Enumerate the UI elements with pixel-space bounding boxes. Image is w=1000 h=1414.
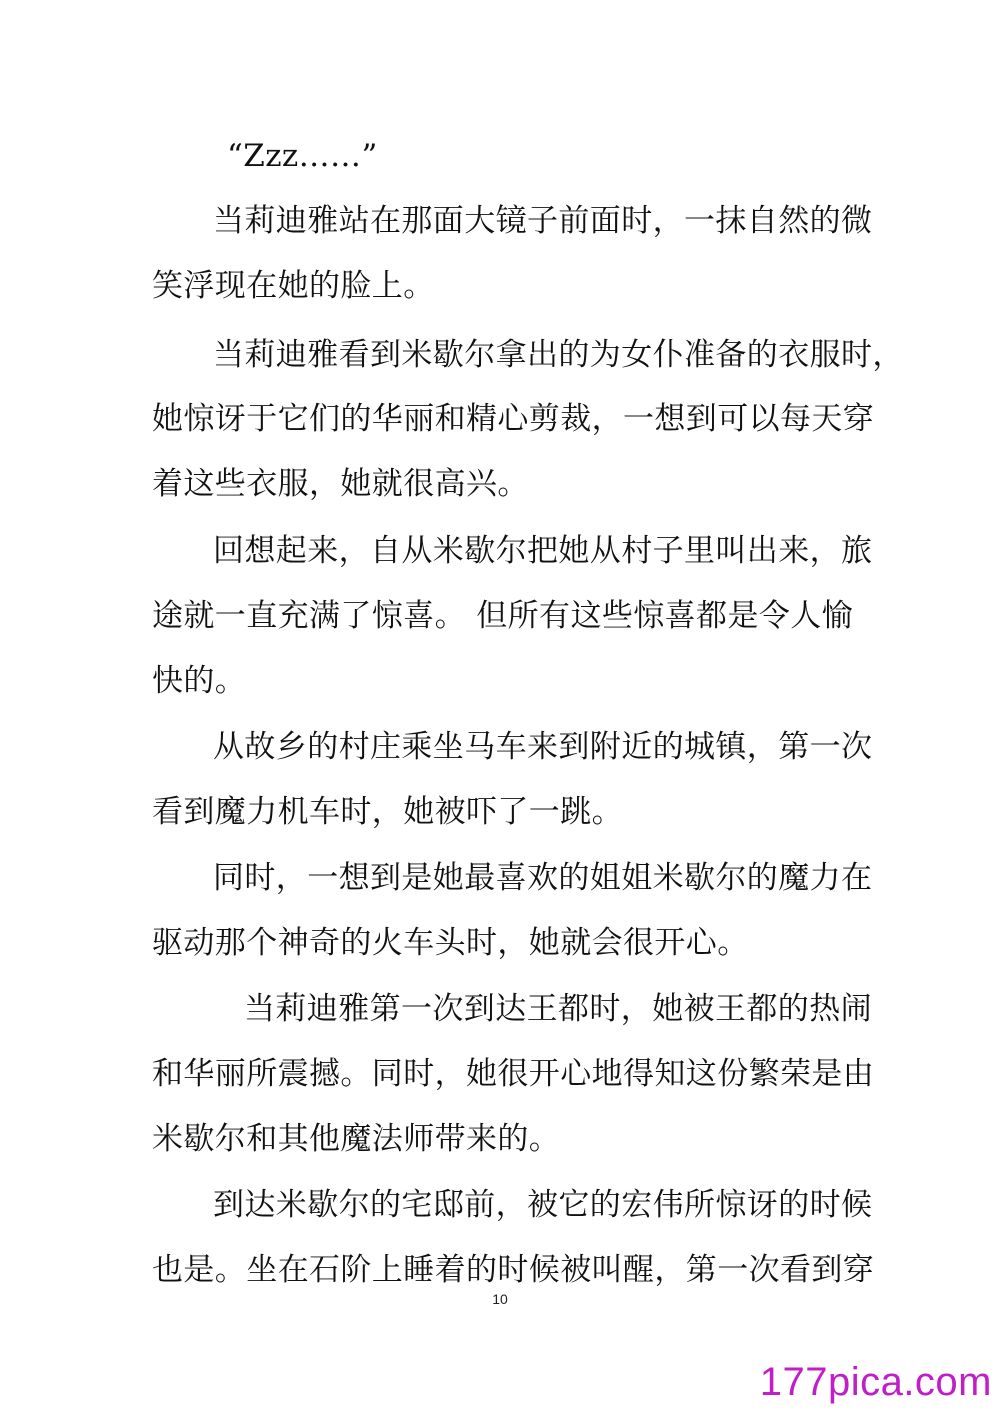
text-line: 当莉迪雅第一次到达王都时，她被王都的热闹 <box>244 991 872 1027</box>
text-line: 她惊讶于它们的华丽和精心剪裁，一想到可以每天穿 <box>152 401 875 437</box>
text-line: 当莉迪雅站在那面大镜子前面时，一抹自然的微 <box>213 203 873 239</box>
text-line: 笑浮现在她的脸上。 <box>152 268 435 304</box>
text-line: “Zzz……” <box>227 138 378 174</box>
text-line: 看到魔力机车时，她被吓了一跳。 <box>152 794 623 830</box>
page-number: 10 <box>492 1291 508 1307</box>
text-line: 当莉迪雅看到米歇尔拿出的为女仆准备的衣服时， <box>213 337 904 373</box>
text-line: 着这些衣服，她就很高兴。 <box>152 466 529 502</box>
text-line: 途就一直充满了惊喜。 但所有这些惊喜都是令人愉 <box>152 598 854 634</box>
text-line: 米歇尔和其他魔法师带来的。 <box>152 1121 561 1157</box>
text-line: 到达米歇尔的宅邸前，被它的宏伟所惊讶的时候 <box>213 1187 873 1223</box>
text-line: 从故乡的村庄乘坐马车来到附近的城镇，第一次 <box>213 729 873 765</box>
text-line: 同时，一想到是她最喜欢的姐姐米歇尔的魔力在 <box>213 860 873 896</box>
text-line: 回想起来，自从米歇尔把她从村子里叫出来，旅 <box>213 533 873 569</box>
text-line: 驱动那个神奇的火车头时，她就会很开心。 <box>152 925 749 961</box>
text-line: 快的。 <box>152 663 247 699</box>
watermark: 177pica.com <box>759 1360 992 1404</box>
text-line: 也是。坐在石阶上睡着的时候被叫醒，第一次看到穿 <box>152 1252 875 1288</box>
text-line: 和华丽所震撼。同时，她很开心地得知这份繁荣是由 <box>152 1056 875 1092</box>
